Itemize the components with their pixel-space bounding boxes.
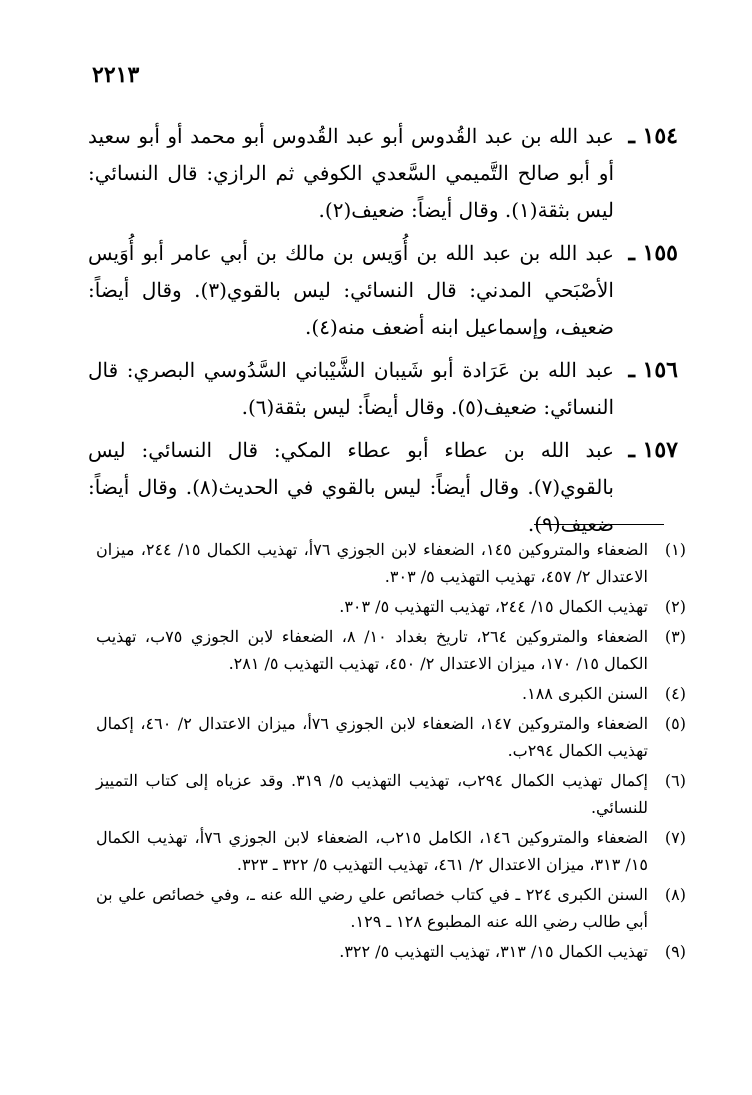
footnote-text: الضعفاء والمتروكين ١٤٦، الكامل ٢١٥ب، الضعفاء لابن الجوزي ٧٦أ، تهذيب الكمال ١٥/ ٣١٣، ميزان الاعتدال ٢/ ٤٦١، تهذيب التهذيب ٥/ ٣٢٢ ـ ٣٢٣. bbox=[96, 828, 648, 874]
entry-text: عبد الله بن عبد الله بن أُوَيس بن مالك بن أبي عامر أبو أُوَيس الأصْبَحي المدني: قال النسائي: ليس بالقوي(٣). وقال أيضاً: ضعيف، وإسماعيل ابنه أضعف منه(٤). bbox=[88, 241, 614, 339]
entry-157 bbox=[88, 432, 678, 543]
footnote-text: تهذيب الكمال ١٥/ ٢٤٤، تهذيب التهذيب ٥/ ٣٠٣. bbox=[339, 597, 648, 616]
footnote-3 bbox=[96, 623, 686, 677]
entry-156 bbox=[88, 352, 678, 426]
entry-text: عبد الله بن عَرَادة أبو شَيبان الشَّيْباني السَّدُوسي البصري: قال النسائي: ضعيف(٥). وقال أيضاً: ليس بثقة(٦). bbox=[88, 358, 614, 419]
footnote-7 bbox=[96, 824, 686, 878]
footnote-number: (٨) bbox=[664, 885, 686, 904]
footnote-6 bbox=[96, 767, 686, 821]
footnote-text: السنن الكبرى ٢٢٤ ـ في كتاب خصائص علي رضي الله عنه ـ، وفي خصائص علي بن أبي طالب رضي الله عنه المطبوع ١٢٨ ـ ١٢٩. bbox=[96, 885, 649, 931]
footnote-text: الضعفاء والمتروكين ١٤٥، الضعفاء لابن الجوزي ٧٦أ، تهذيب الكمال ١٥/ ٢٤٤، ميزان الاعتدال ٢/ ٤٥٧، تهذيب التهذيب ٥/ ٣٠٣. bbox=[96, 540, 649, 586]
entries-list bbox=[88, 118, 678, 549]
footnote-number: (٤) bbox=[664, 684, 686, 703]
footnote-number: (٥) bbox=[664, 714, 686, 733]
page-number: ٢٢١٣ bbox=[92, 62, 140, 88]
footnote-8 bbox=[96, 881, 686, 935]
footnote-text: الضعفاء والمتروكين ١٤٧، الضعفاء لابن الجوزي ٧٦أ، ميزان الاعتدال ٢/ ٤٦٠، إكمال تهذيب الكمال ٢٩٤ب. bbox=[96, 714, 649, 760]
footnote-4 bbox=[96, 680, 686, 707]
footnote-number: (٢) bbox=[664, 597, 686, 616]
entry-number: ١٥٦ ـ bbox=[628, 357, 678, 383]
footnote-separator bbox=[534, 524, 664, 525]
footnote-1 bbox=[96, 536, 686, 590]
entry-text: عبد الله بن عبد القُدوس أبو عبد القُدوس أبو محمد أو أبو سعيد أو أبو صالح التَّميمي السَّعدي الكوفي ثم الرازي: قال النسائي: ليس بثقة(١). وقال أيضاً: ضعيف(٢). bbox=[88, 124, 614, 222]
footnote-number: (٧) bbox=[664, 828, 686, 847]
entry-text: عبد الله بن عطاء أبو عطاء المكي: قال النسائي: ليس بالقوي(٧). وقال أيضاً: ليس بالقوي في الحديث(٨). وقال أيضاً: ضعيف(٩). bbox=[88, 438, 614, 536]
footnote-number: (١) bbox=[664, 540, 686, 559]
entry-number: ١٥٧ ـ bbox=[628, 437, 678, 463]
footnote-text: الضعفاء والمتروكين ٢٦٤، تاريخ بغداد ١٠/ ٨، الضعفاء لابن الجوزي ٧٥ب، تهذيب الكمال ١٥/ ١٧٠، ميزان الاعتدال ٢/ ٤٥٠، تهذيب التهذيب ٥/ ٢٨١. bbox=[96, 627, 649, 673]
footnotes-list bbox=[96, 536, 686, 968]
footnote-text: السنن الكبرى ١٨٨. bbox=[522, 684, 648, 703]
entry-155 bbox=[88, 235, 678, 346]
footnote-9 bbox=[96, 938, 686, 965]
footnote-number: (٩) bbox=[664, 942, 686, 961]
entry-154 bbox=[88, 118, 678, 229]
footnote-number: (٦) bbox=[664, 771, 686, 790]
footnote-2 bbox=[96, 593, 686, 620]
entry-number: ١٥٤ ـ bbox=[628, 123, 678, 149]
footnote-number: (٣) bbox=[664, 627, 686, 646]
footnote-text: إكمال تهذيب الكمال ٢٩٤ب، تهذيب التهذيب ٥/ ٣١٩. وقد عزياه إلى كتاب التمييز للنسائي. bbox=[96, 771, 648, 817]
entry-number: ١٥٥ ـ bbox=[628, 240, 678, 266]
footnote-5 bbox=[96, 710, 686, 764]
footnote-text: تهذيب الكمال ١٥/ ٣١٣، تهذيب التهذيب ٥/ ٣٢٢. bbox=[339, 942, 648, 961]
